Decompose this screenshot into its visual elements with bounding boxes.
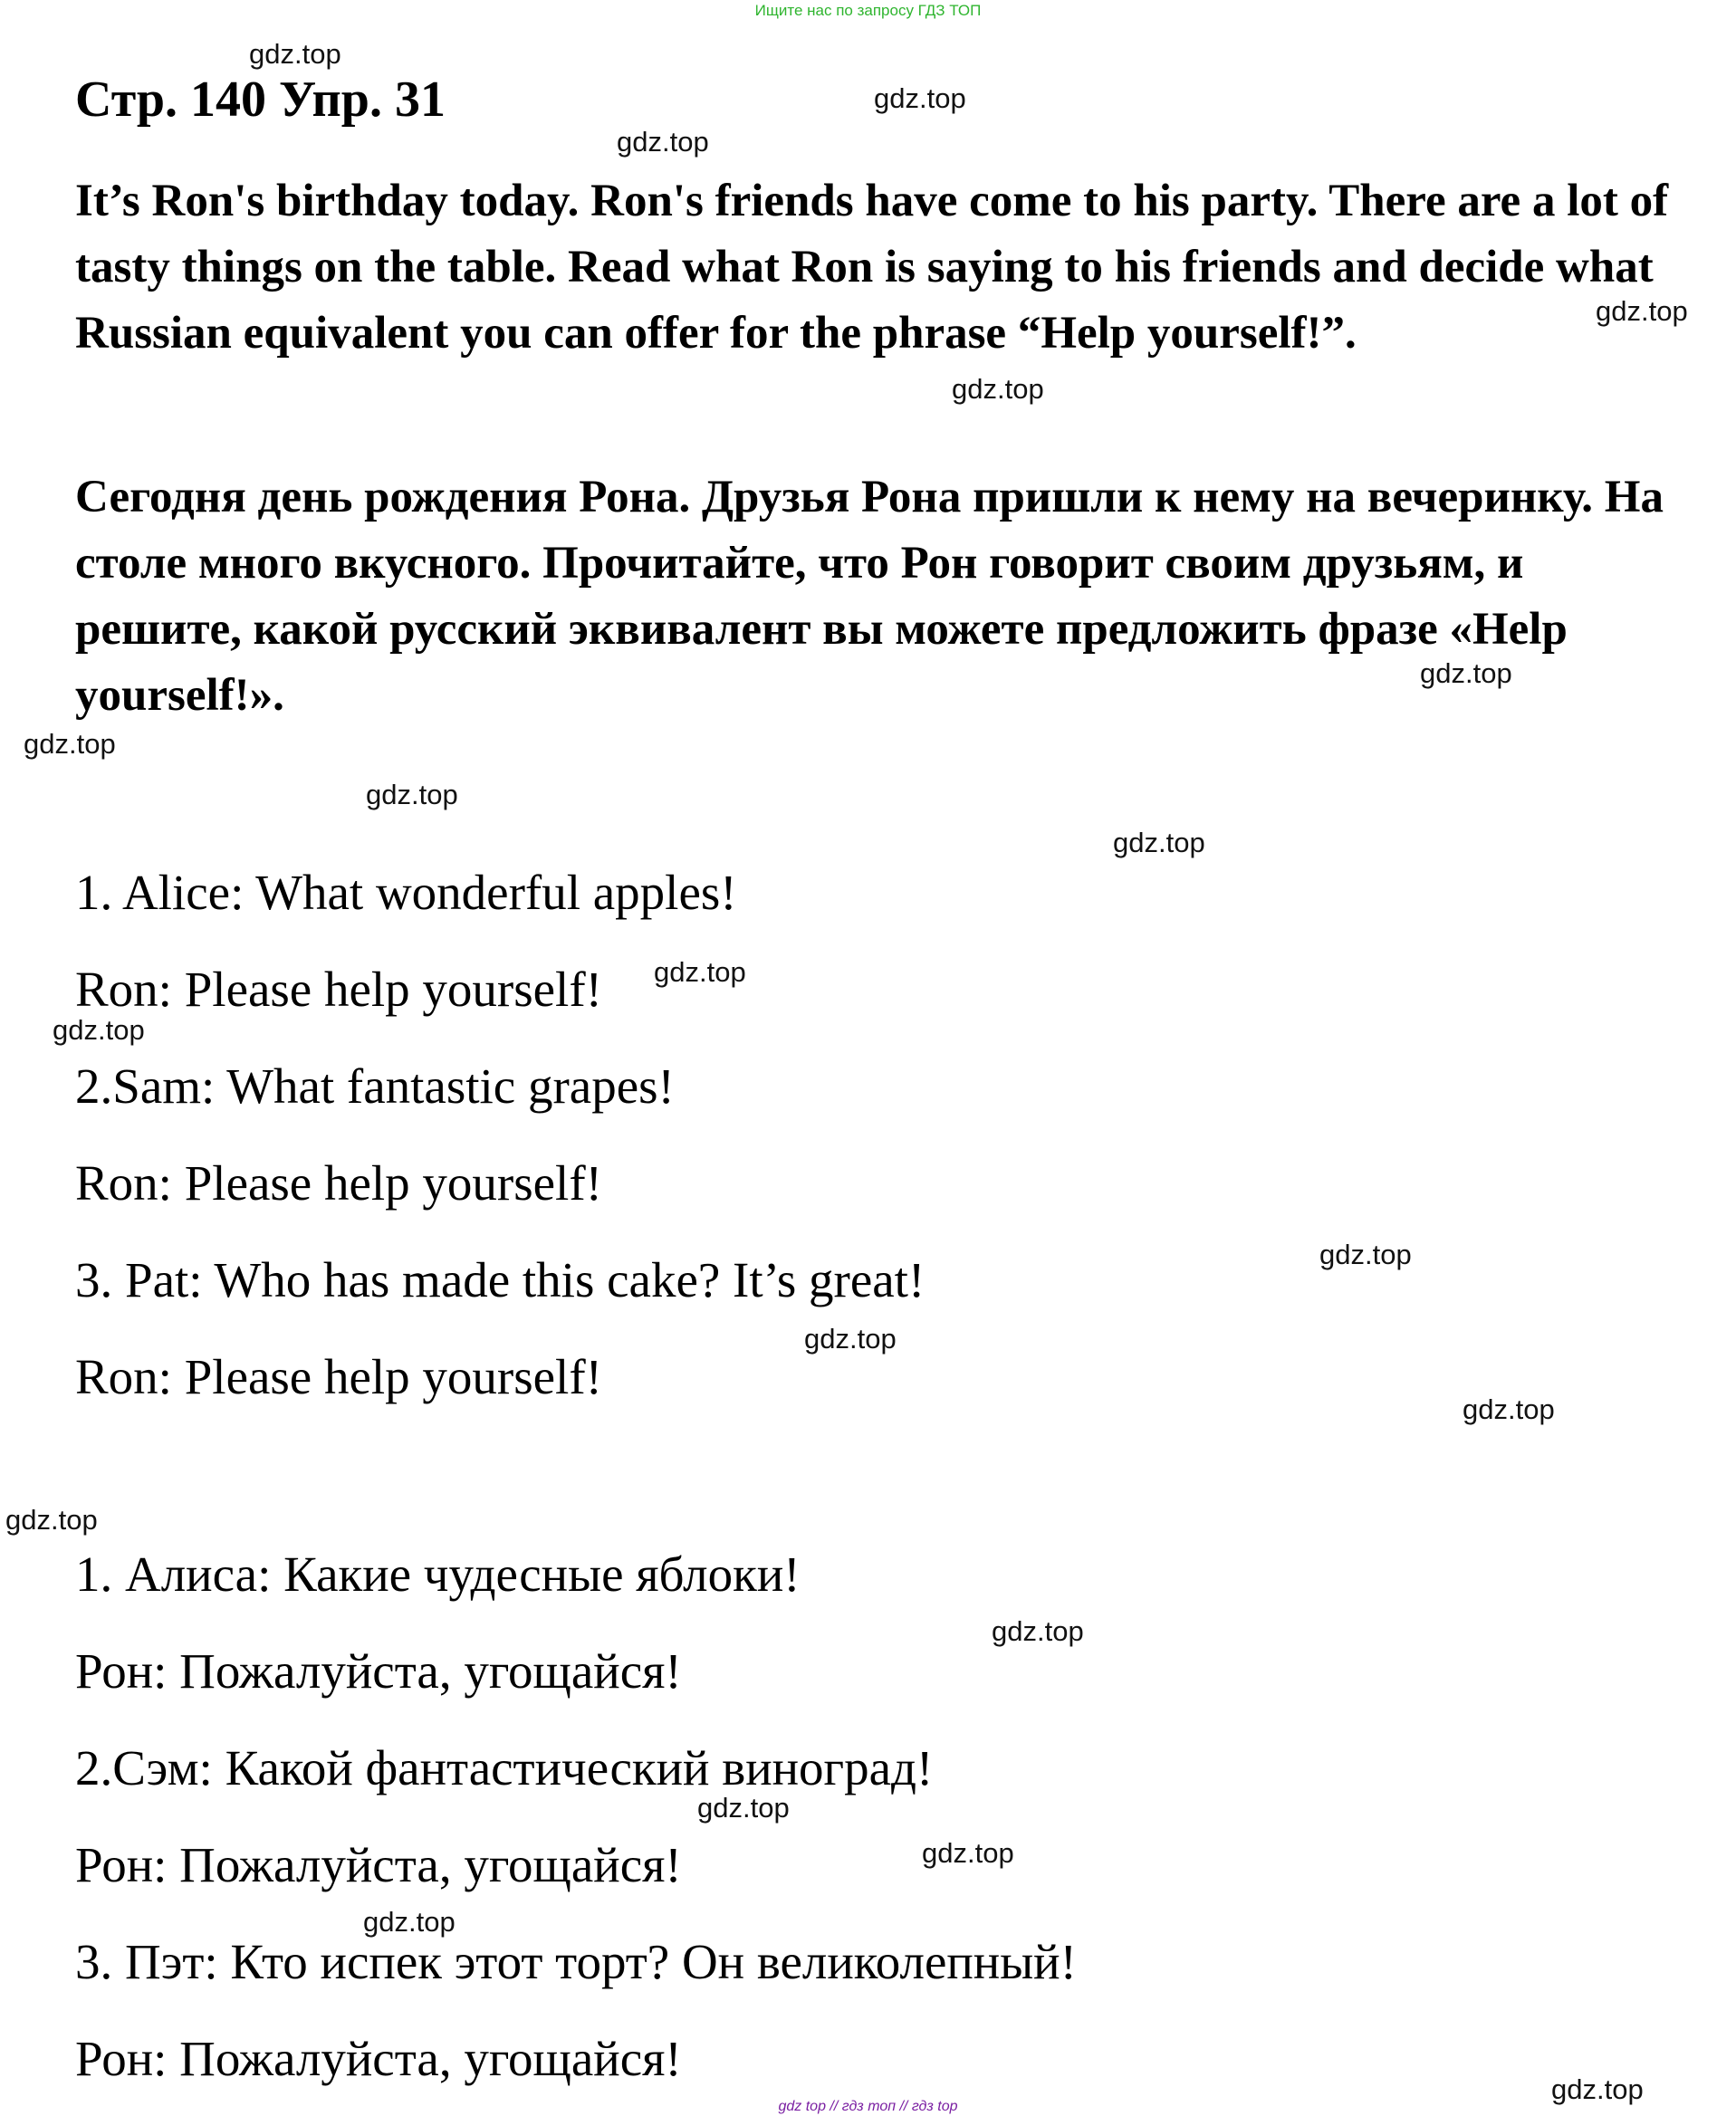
watermark: gdz.top: [874, 82, 966, 114]
watermark: gdz.top: [5, 1504, 98, 1536]
watermark: gdz.top: [1420, 657, 1512, 689]
dialog-ru-line: Рон: Пожалуйста, угощайся!: [75, 1837, 682, 1892]
dialog-ru-line: Рон: Пожалуйста, угощайся!: [75, 1643, 682, 1699]
dialog-ru-line: Рон: Пожалуйста, угощайся!: [75, 2031, 682, 2086]
watermark: gdz.top: [654, 956, 746, 988]
task-text-russian: Сегодня день рождения Рона. Друзья Рона пришли к нему на вечеринку. На столе много вкусного. Прочитайте, что Рон говорит своим друзьям, и решите, какой русский эквивалент вы можете предложить фразе «Help yourself!».: [75, 472, 1664, 721]
task-text-english: It’s Ron's birthday today. Ron's friends have come to his party. There are a lot of tasty things on the table. Read what Ron is saying to his friends and decide what Russian equivalent you can offer for the phrase “Help yourself!”.: [75, 176, 1669, 359]
dialog-en-line: 3. Pat: Who has made this cake? It’s great!: [75, 1252, 926, 1307]
watermark: gdz.top: [922, 1837, 1014, 1869]
dialog-en-line: 1. Alice: What wonderful apples!: [75, 865, 737, 920]
watermark: gdz.top: [1596, 295, 1688, 327]
watermark: gdz.top: [697, 1792, 790, 1824]
dialog-ru-line: 3. Пэт: Кто испек этот торт? Он великолепный!: [75, 1934, 1077, 1989]
footer-watermark: gdz top // гдз топ // гдз top: [778, 2099, 958, 2114]
dialog-en-line: Ron: Please help yourself!: [75, 1349, 602, 1404]
watermark: gdz.top: [804, 1323, 897, 1355]
dialog-ru-line: 1. Алиса: Какие чудесные яблоки!: [75, 1546, 801, 1602]
watermark: gdz.top: [249, 38, 341, 70]
page-title: Стр. 140 Упр. 31: [75, 72, 446, 128]
watermark: gdz.top: [24, 728, 116, 760]
dialog-en-line: Ron: Please help yourself!: [75, 962, 602, 1017]
watermark: gdz.top: [617, 126, 709, 158]
dialog-ru-line: 2.Сэм: Какой фантастический виноград!: [75, 1740, 934, 1795]
watermark: gdz.top: [992, 1615, 1084, 1647]
watermark: gdz.top: [1463, 1393, 1555, 1425]
watermark: gdz.top: [1113, 827, 1205, 858]
watermark: gdz.top: [366, 779, 458, 810]
watermark: gdz.top: [363, 1906, 456, 1938]
watermark: gdz.top: [53, 1014, 145, 1046]
watermark: gdz.top: [1551, 2073, 1644, 2105]
watermark: gdz.top: [952, 373, 1044, 405]
dialog-en-line: Ron: Please help yourself!: [75, 1155, 602, 1211]
watermark: gdz.top: [1319, 1239, 1412, 1270]
top-banner: Ищите нас по запросу ГДЗ ТОП: [754, 2, 982, 19]
dialog-en-line: 2.Sam: What fantastic grapes!: [75, 1058, 675, 1114]
